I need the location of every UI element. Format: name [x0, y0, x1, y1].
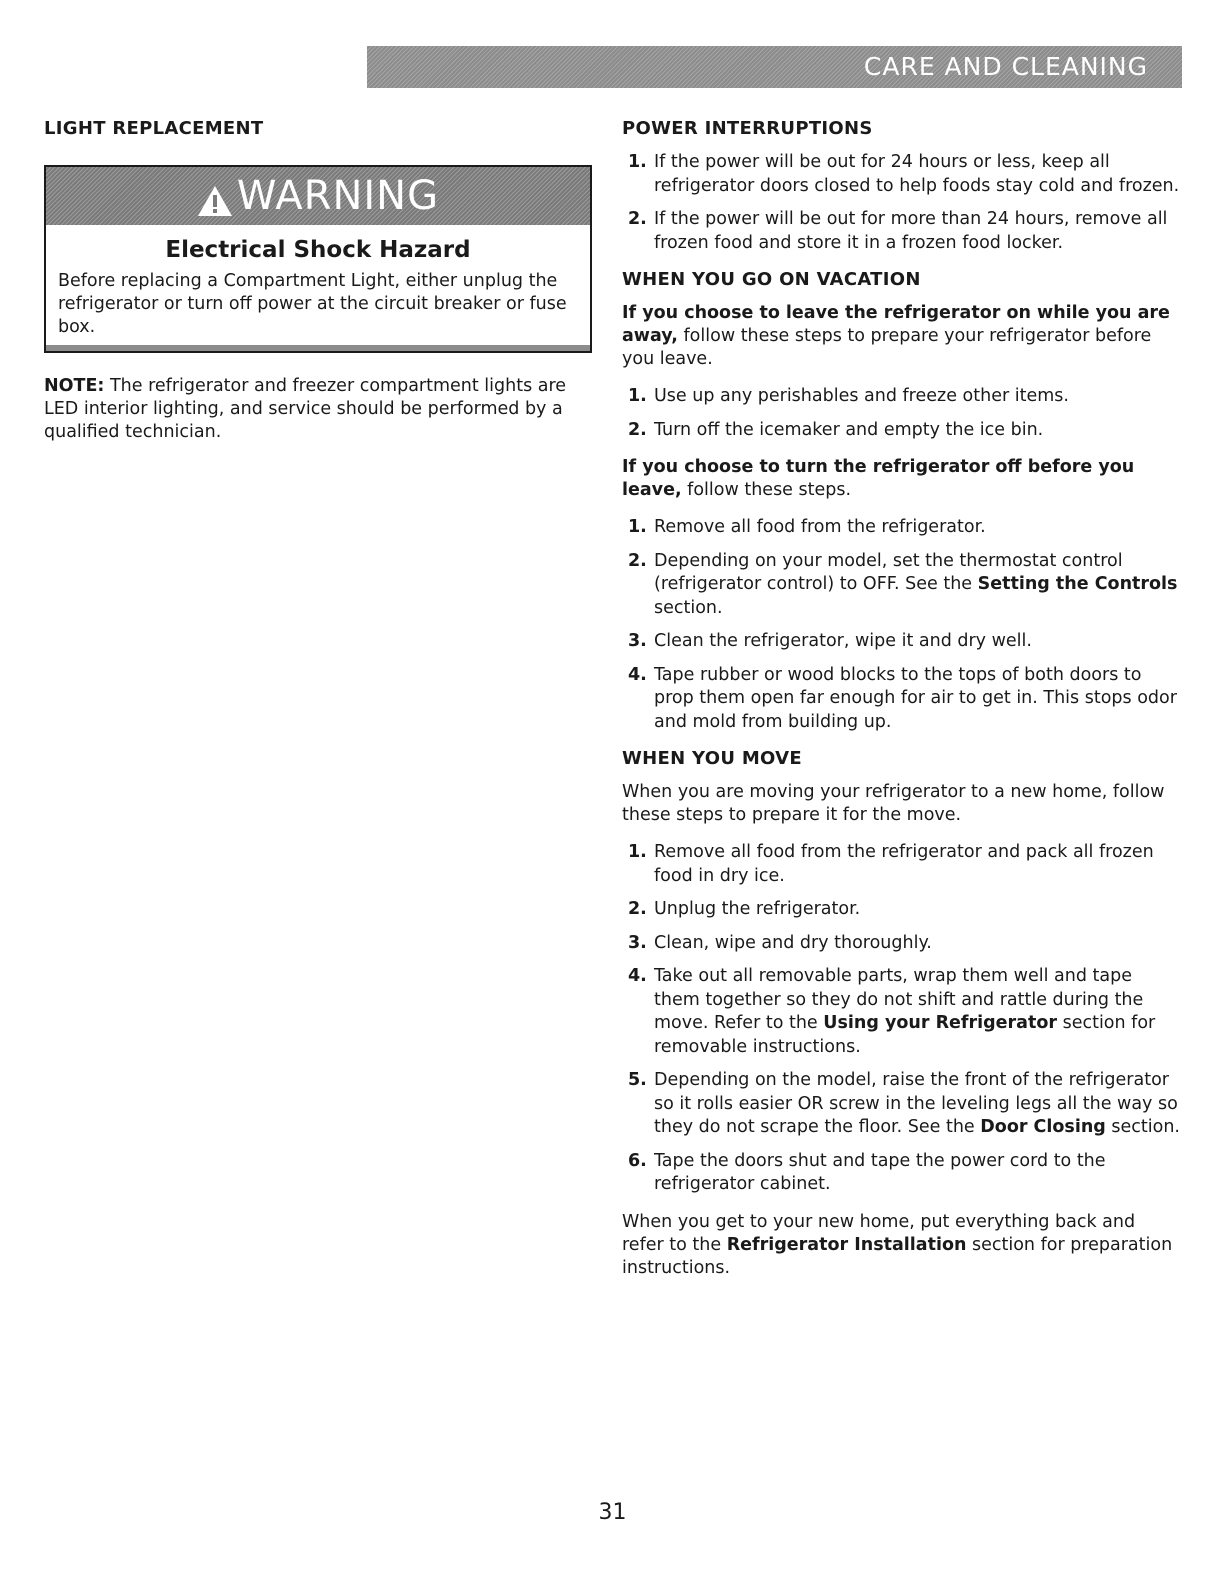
list-number: 1. [628, 842, 647, 862]
list-text: Clean the refrigerator, wipe it and dry well. [654, 631, 1032, 651]
vacation-on-list [622, 385, 1182, 442]
list-text-post: section. [1105, 1117, 1180, 1137]
warning-body: Before replacing a Compartment Light, either unplug the refrigerator or turn off power at the circuit breaker or fuse box. [58, 271, 567, 337]
list-number: 6. [628, 1150, 647, 1171]
list-text: Use up any perishables and freeze other items. [654, 386, 1069, 406]
right-column [622, 118, 1182, 1294]
list-item [622, 664, 1182, 735]
list-text: Remove all food from the refrigerator and pack all frozen food in dry ice. [654, 842, 1154, 886]
list-number: 1. [628, 152, 647, 172]
list-text: Tape the doors shut and tape the power cord to the refrigerator cabinet. [654, 1150, 1106, 1194]
list-text: Tape rubber or wood blocks to the tops of both doors to prop them open far enough for air to get in. This stops odor and mold from building up. [654, 664, 1177, 732]
vacation-turn-off-text: follow these steps. [681, 480, 852, 500]
warning-banner-text: WARNING [236, 173, 440, 219]
move-intro: When you are moving your refrigerator to a new home, follow these steps to prepare it for the move. [622, 782, 1165, 825]
vacation-leave-on-text: follow these steps to prepare your refrigerator before you leave. [622, 326, 1152, 369]
power-interruptions-heading: POWER INTERRUPTIONS [622, 118, 873, 139]
warning-bottom-bar [46, 345, 590, 351]
section-header-title: CARE AND CLEANING [863, 52, 1148, 81]
list-number: 4. [628, 664, 647, 685]
list-number: 5. [628, 1070, 647, 1090]
list-number: 2. [628, 550, 647, 571]
list-text: If the power will be out for 24 hours or less, keep all refrigerator doors closed to help foods stay cold and frozen. [654, 152, 1180, 196]
warning-subtitle: Electrical Shock Hazard [165, 237, 471, 263]
list-item [622, 965, 1182, 1059]
list-text: Depending on the model, raise the front of the refrigerator so it rolls easier OR screw in the leveling legs all the way so they do not scrape the floor. See the [654, 1070, 1178, 1137]
list-item [622, 516, 1182, 540]
move-list [622, 841, 1182, 1197]
warning-banner [46, 167, 590, 225]
move-heading: WHEN YOU MOVE [622, 748, 802, 769]
section-header-band [367, 46, 1182, 88]
vacation-turn-off-paragraph [622, 456, 1182, 502]
vacation-leave-on-paragraph [622, 302, 1182, 371]
list-item [622, 419, 1182, 443]
note-label: NOTE: [44, 376, 105, 396]
page-number: 31 [598, 1500, 627, 1525]
list-number: 3. [628, 932, 647, 953]
move-outro-bold: Refrigerator Installation [726, 1234, 967, 1255]
list-text: Take out all removable parts, wrap them well and tape them together so they do not shift and rattle during the move. Refer to the [654, 966, 1144, 1033]
note-text: The refrigerator and freezer compartment lights are LED interior lighting, and service should be performed by a qualified technician. [44, 376, 567, 442]
list-text: Turn off the icemaker and empty the ice bin. [654, 419, 1044, 440]
list-number: 4. [628, 966, 647, 986]
list-item [622, 898, 1182, 922]
list-text: Depending on your model, set the thermostat control (refrigerator control) to OFF. See the [654, 550, 1123, 594]
list-number: 2. [628, 209, 647, 229]
power-list [622, 151, 1182, 255]
move-outro-pre: When you get to your new home, put everything back and refer to the [622, 1211, 1136, 1255]
list-item [622, 630, 1182, 654]
list-text: If the power will be out for more than 24 hours, remove all frozen food and store it in a frozen food locker. [654, 209, 1168, 253]
list-item [622, 932, 1182, 956]
list-number: 2. [628, 419, 647, 440]
list-text: Remove all food from the refrigerator. [654, 517, 986, 537]
warning-triangle-icon [197, 185, 233, 217]
list-number: 3. [628, 631, 647, 651]
list-item [622, 208, 1182, 255]
warning-box [44, 165, 592, 353]
move-outro [622, 1211, 1182, 1280]
vacation-turn-off-lead: If you choose to turn the refrigerator off before you leave, [622, 457, 1135, 500]
move-outro-post: section for preparation instructions. [622, 1234, 1173, 1278]
vacation-leave-on-lead: If you choose to leave the refrigerator on while you are away, [622, 303, 1170, 346]
note-paragraph [44, 375, 600, 444]
vacation-heading: WHEN YOU GO ON VACATION [622, 269, 921, 290]
list-item [622, 550, 1182, 621]
list-text: Clean, wipe and dry thoroughly. [654, 932, 932, 953]
list-text-bold: Using your Refrigerator [823, 1013, 1058, 1033]
list-number: 1. [628, 517, 647, 537]
list-item [622, 1150, 1182, 1197]
list-text-bold: Door Closing [980, 1117, 1106, 1137]
list-number: 2. [628, 899, 647, 919]
list-item [622, 385, 1182, 409]
list-text: Unplug the refrigerator. [654, 899, 861, 919]
list-text-post: section for removable instructions. [654, 1013, 1156, 1057]
list-item [622, 1069, 1182, 1140]
vacation-off-list [622, 516, 1182, 734]
list-number: 1. [628, 386, 647, 406]
list-item [622, 151, 1182, 198]
list-text-post: section. [654, 597, 723, 618]
left-column [44, 118, 600, 444]
light-replacement-heading: LIGHT REPLACEMENT [44, 118, 264, 139]
list-text-bold: Setting the Controls [977, 574, 1178, 594]
list-item [622, 841, 1182, 888]
